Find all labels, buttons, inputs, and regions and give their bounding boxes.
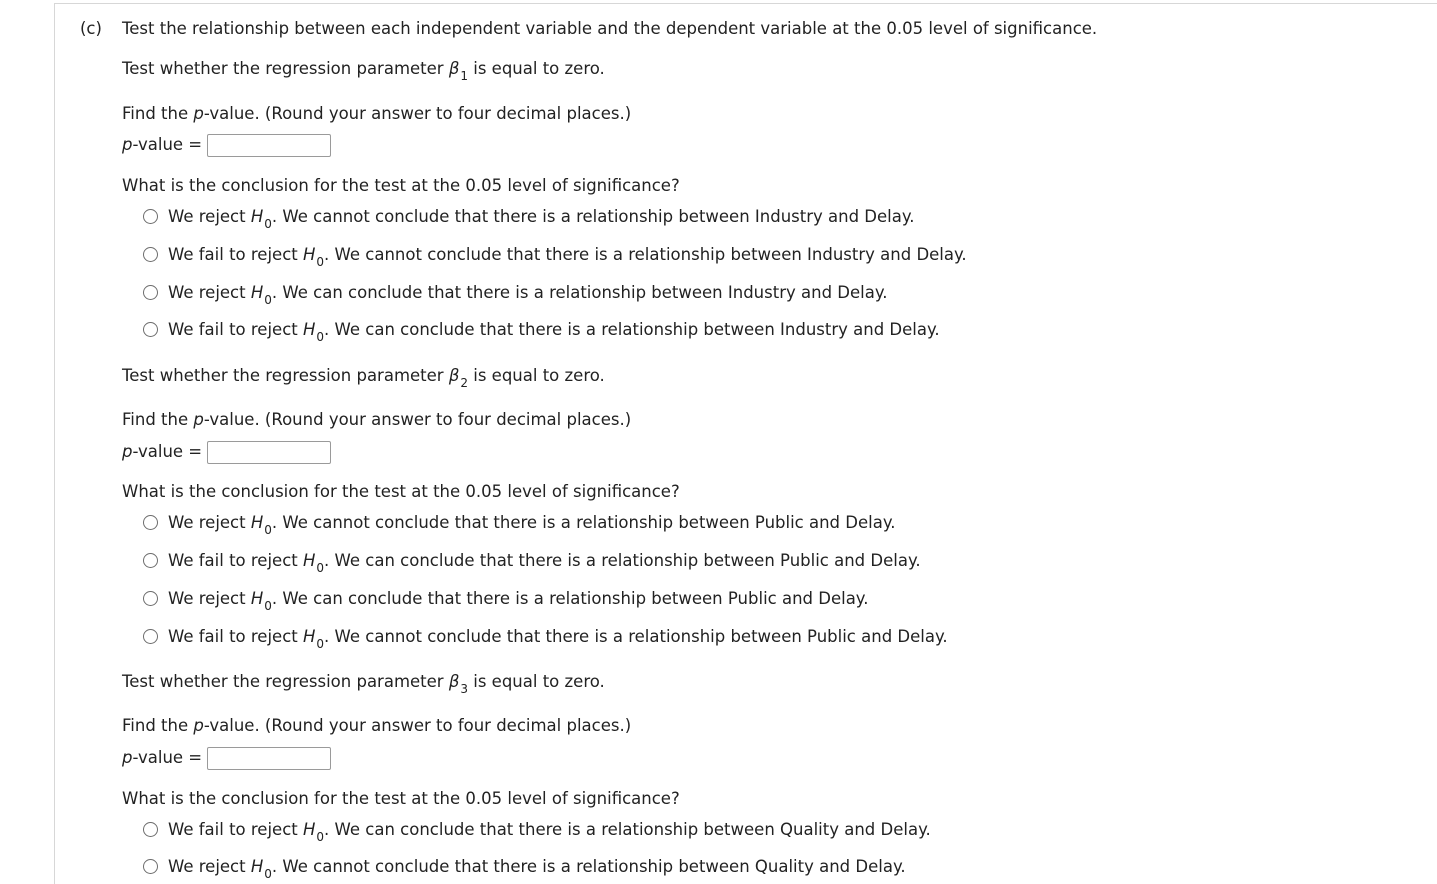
test-1-heading <box>122 59 605 83</box>
h-symbol: H <box>302 551 316 570</box>
test-heading-suffix: is equal to zero. <box>468 672 605 691</box>
instruction-text: Test the relationship between each independent variable and the dependent variable at the 0.05 level of significance. <box>122 19 1098 38</box>
pvalue-label-suffix: -value = <box>132 442 203 461</box>
option-before: We reject <box>168 513 251 532</box>
h-symbol: H <box>250 589 264 608</box>
beta-index: 1 <box>460 69 468 83</box>
test-2-heading <box>122 366 605 390</box>
test-3-conclusion-question: What is the conclusion for the test at the 0.05 level of significance? <box>122 789 680 808</box>
test-2-option-3-label[interactable] <box>168 589 869 613</box>
part-label: (c) <box>80 19 102 38</box>
find-pvalue-p: p <box>193 410 204 429</box>
test-1-option-1-label[interactable] <box>168 207 915 231</box>
pvalue-label-p: p <box>122 442 133 461</box>
test-heading-prefix: Test whether the regression parameter <box>122 672 449 691</box>
option-before: We reject <box>168 283 251 302</box>
top-divider <box>55 3 1437 4</box>
option-after: . We can conclude that there is a relationship between Quality and Delay. <box>324 820 931 839</box>
test-3-pvalue-label <box>122 748 202 768</box>
find-pvalue-p: p <box>193 716 204 735</box>
test-1-option-4-label[interactable] <box>168 320 940 344</box>
test-heading-prefix: Test whether the regression parameter <box>122 366 449 385</box>
option-before: We fail to reject <box>168 320 303 339</box>
test-1-option-3-radio[interactable] <box>143 285 158 300</box>
option-after: . We cannot conclude that there is a relationship between Industry and Delay. <box>271 207 915 226</box>
test-1-option-2-label[interactable] <box>168 245 967 269</box>
option-after: . We cannot conclude that there is a relationship between Public and Delay. <box>271 513 896 532</box>
test-3-pvalue-input[interactable] <box>207 747 331 770</box>
test-1-find-pvalue <box>122 104 631 124</box>
test-3-find-pvalue <box>122 716 631 736</box>
beta-symbol: β <box>448 672 460 691</box>
h-symbol: H <box>302 627 316 646</box>
option-after: . We can conclude that there is a relationship between Public and Delay. <box>271 589 869 608</box>
find-pvalue-suffix: -value. (Round your answer to four decimal places.) <box>203 716 632 735</box>
test-2-option-2-label[interactable] <box>168 551 921 575</box>
test-1-option-4-radio[interactable] <box>143 322 158 337</box>
h-symbol: H <box>250 857 264 876</box>
test-1-option-1-radio[interactable] <box>143 209 158 224</box>
beta-symbol: β <box>448 366 460 385</box>
test-2-find-pvalue <box>122 410 631 430</box>
option-after: . We cannot conclude that there is a relationship between Industry and Delay. <box>324 245 967 264</box>
h-symbol: H <box>302 820 316 839</box>
test-1-option-3-label[interactable] <box>168 283 888 307</box>
find-pvalue-prefix: Find the <box>122 104 194 123</box>
test-3-option-2-label[interactable] <box>168 857 906 881</box>
option-after: . We cannot conclude that there is a relationship between Quality and Delay. <box>271 857 906 876</box>
h-symbol: H <box>302 245 316 264</box>
h-symbol: H <box>250 513 264 532</box>
h-sub: 0 <box>264 217 272 231</box>
test-2-option-1-radio[interactable] <box>143 515 158 530</box>
find-pvalue-suffix: -value. (Round your answer to four decimal places.) <box>203 104 632 123</box>
find-pvalue-suffix: -value. (Round your answer to four decimal places.) <box>203 410 632 429</box>
h-sub: 0 <box>264 599 272 613</box>
pvalue-label-suffix: -value = <box>132 748 203 767</box>
test-2-option-4-label[interactable] <box>168 627 948 651</box>
option-after: . We can conclude that there is a relationship between Public and Delay. <box>324 551 921 570</box>
h-symbol: H <box>302 320 316 339</box>
test-2-conclusion-question: What is the conclusion for the test at the 0.05 level of significance? <box>122 482 680 501</box>
test-2-option-3-radio[interactable] <box>143 591 158 606</box>
h-symbol: H <box>250 207 264 226</box>
test-3-option-1-label[interactable] <box>168 820 931 844</box>
find-pvalue-p: p <box>193 104 204 123</box>
option-before: We reject <box>168 857 251 876</box>
h-sub: 0 <box>316 830 325 844</box>
option-before: We reject <box>168 589 251 608</box>
pvalue-label-suffix: -value = <box>132 135 203 154</box>
test-2-option-4-radio[interactable] <box>143 629 158 644</box>
test-3-option-2-radio[interactable] <box>143 859 158 874</box>
pvalue-label-p: p <box>122 135 133 154</box>
h-sub: 0 <box>316 637 325 651</box>
option-before: We fail to reject <box>168 245 303 264</box>
beta-index: 2 <box>460 376 468 390</box>
option-after: . We can conclude that there is a relationship between Industry and Delay. <box>271 283 888 302</box>
beta-symbol: β <box>448 59 460 78</box>
test-heading-prefix: Test whether the regression parameter <box>122 59 449 78</box>
test-1-option-2-radio[interactable] <box>143 247 158 262</box>
option-before: We fail to reject <box>168 820 303 839</box>
option-after: . We can conclude that there is a relationship between Industry and Delay. <box>324 320 940 339</box>
find-pvalue-prefix: Find the <box>122 410 194 429</box>
test-2-option-1-label[interactable] <box>168 513 896 537</box>
left-divider <box>54 3 55 884</box>
option-after: . We cannot conclude that there is a relationship between Public and Delay. <box>324 627 948 646</box>
test-2-pvalue-input[interactable] <box>207 441 331 464</box>
h-sub: 0 <box>316 330 325 344</box>
h-sub: 0 <box>264 523 272 537</box>
pvalue-label-p: p <box>122 748 133 767</box>
test-2-option-2-radio[interactable] <box>143 553 158 568</box>
option-before: We fail to reject <box>168 551 303 570</box>
beta-index: 3 <box>460 682 468 696</box>
test-heading-suffix: is equal to zero. <box>468 59 605 78</box>
option-before: We reject <box>168 207 251 226</box>
find-pvalue-prefix: Find the <box>122 716 194 735</box>
test-3-heading <box>122 672 605 696</box>
h-symbol: H <box>250 283 264 302</box>
test-3-option-1-radio[interactable] <box>143 822 158 837</box>
option-before: We fail to reject <box>168 627 303 646</box>
h-sub: 0 <box>316 561 325 575</box>
h-sub: 0 <box>316 255 325 269</box>
h-sub: 0 <box>264 867 272 881</box>
test-1-conclusion-question: What is the conclusion for the test at the 0.05 level of significance? <box>122 176 680 195</box>
h-sub: 0 <box>264 293 272 307</box>
test-1-pvalue-label <box>122 135 202 155</box>
test-2-pvalue-label <box>122 442 202 462</box>
test-1-pvalue-input[interactable] <box>207 134 331 157</box>
test-heading-suffix: is equal to zero. <box>468 366 605 385</box>
